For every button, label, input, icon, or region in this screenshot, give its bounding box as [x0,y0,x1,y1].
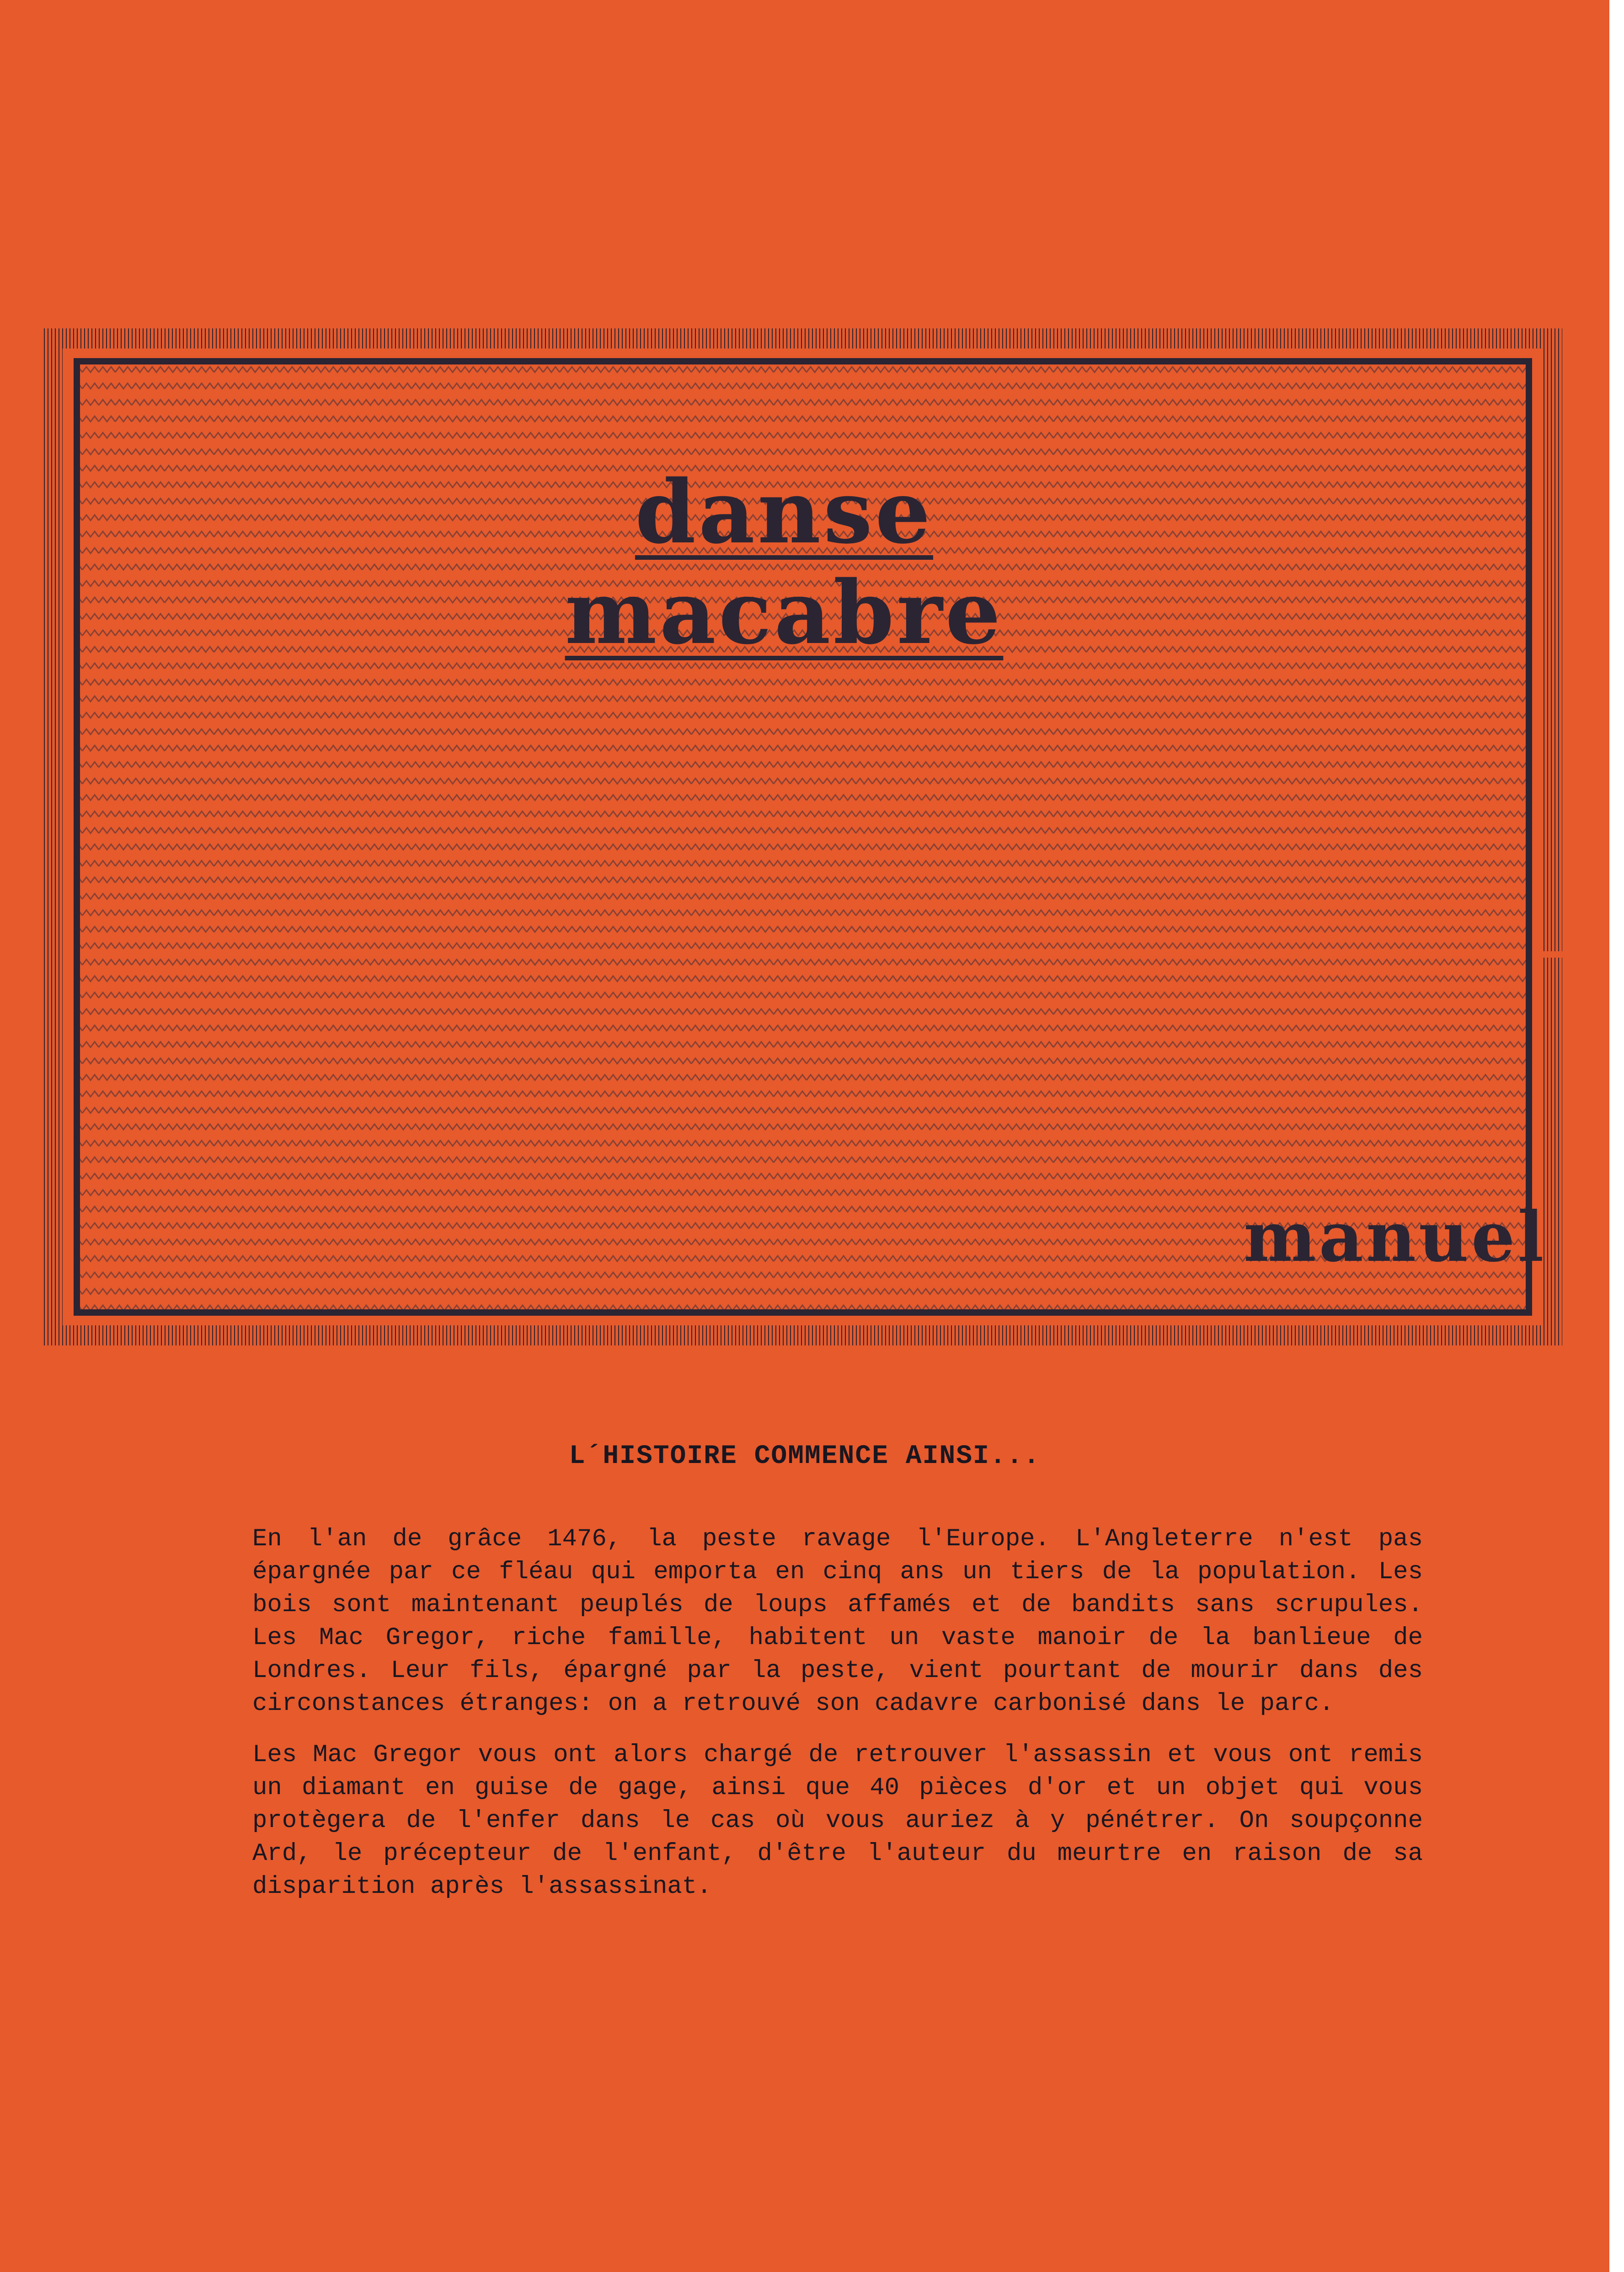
section-heading: L´HISTOIRE COMMENCE AINSI... [569,1441,1041,1471]
cover-subtitle: manuel [1244,1197,1547,1277]
story-paragraph: Les Mac Gregor vous ont alors chargé de retrouver l'assassin et vous ont remis un diamant en guise de gage, ainsi que 40 pièces d'or et un objet qui vous protègera de l'enfer dans le cas où vous auriez à y pénétrer. On soupçonne Ard, le précepteur de l'enfant, d'être l'auteur du meurtre en raison de sa disparition après l'assassinat. [252,1741,1423,1901]
story-text [252,1523,1423,1922]
cover-title: danse macabre [565,461,1004,664]
frame-notch [1541,951,1564,958]
story-paragraph: En l'an de grâce 1476, la peste ravage l'Europe. L'Angleterre n'est pas épargnée par ce fléau qui emporta en cinq ans un tiers de la population. Les bois sont maintenant peuplés de loups affamés et de bandits sans scrupules. Les Mac Gregor, riche famille, habitent un vaste manoir de la banlieue de Londres. Leur fils, épargné par la peste, vient pourtant de mourir dans des circonstances étranges: on a retrouvé son cadavre carbonisé dans le parc. [252,1525,1423,1718]
